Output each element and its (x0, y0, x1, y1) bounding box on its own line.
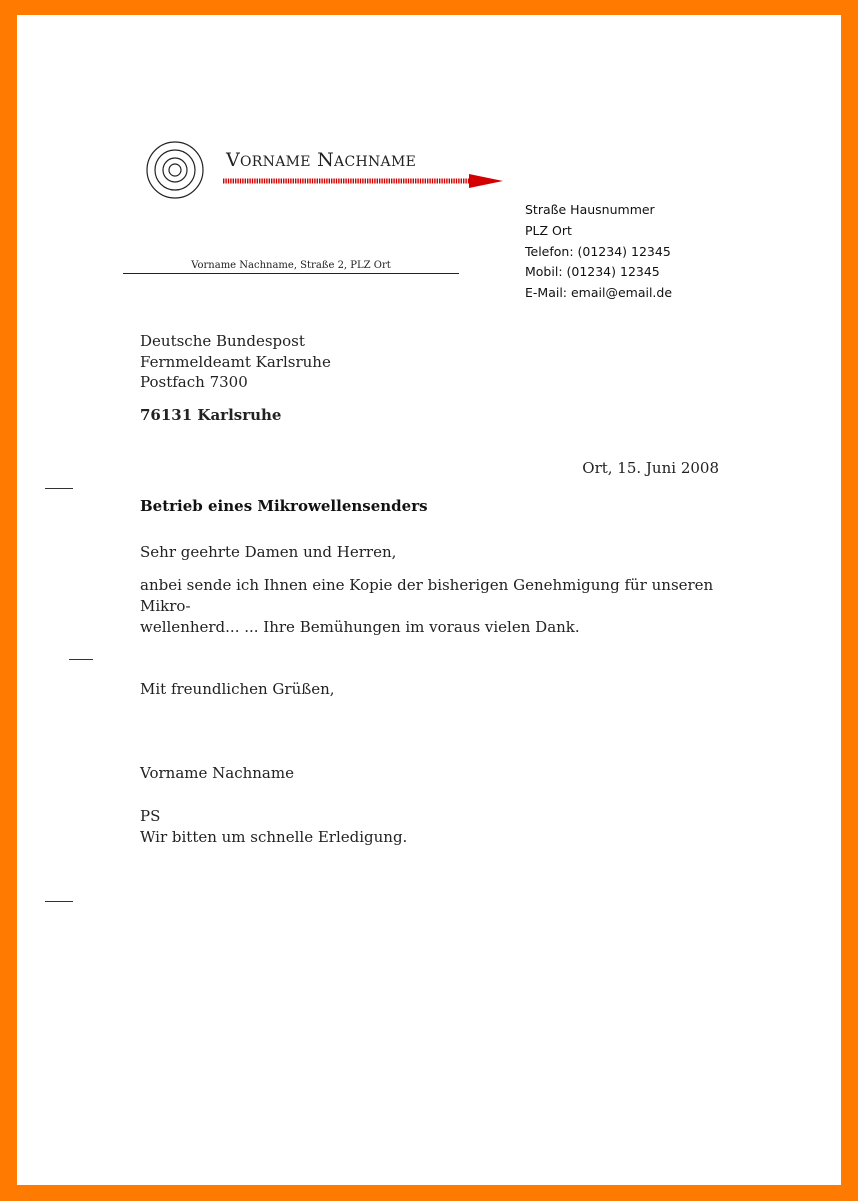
letter-page (17, 15, 841, 1185)
contact-email: E-Mail: email@email.de (525, 285, 673, 301)
recipient-city: 76131 Karlsruhe (140, 405, 282, 424)
ps-label: PS (140, 807, 161, 825)
contact-street: Straße Hausnummer (525, 202, 655, 217)
body-paragraph (140, 575, 720, 638)
signature-name: Vorname Nachname (140, 764, 294, 782)
sender-first-initial: V (226, 149, 241, 171)
ps-text: Wir bitten um schnelle Erledigung. (140, 828, 408, 846)
sender-contact-block (525, 200, 672, 304)
contact-mobile: Mobil: (01234) 12345 (525, 264, 660, 280)
target-logo-icon (145, 140, 205, 200)
recipient-line-3: Postfach 7300 (140, 373, 248, 391)
return-address: Vorname Nachname, Straße 2, PLZ Ort (123, 259, 459, 274)
sender-name (226, 149, 416, 171)
body-line-2: wellenherd... ... Ihre Bemühungen im voraus vielen Dank. (140, 618, 580, 636)
recipient-line-2: Fernmeldeamt Karlsruhe (140, 352, 331, 371)
recipient-address (140, 331, 331, 425)
sender-last-rest: ACHNAME (334, 154, 417, 170)
sender-last-initial: N (317, 149, 335, 171)
punch-mark (69, 659, 93, 660)
red-arrow-icon (223, 173, 503, 189)
body-line-1: anbei sende ich Ihnen eine Kopie der bisherigen Genehmigung für unseren Mikro- (140, 576, 714, 615)
salutation: Sehr geehrte Damen und Herren, (140, 543, 397, 561)
closing: Mit freundlichen Grüßen, (140, 680, 335, 698)
fold-mark-top (45, 488, 73, 489)
sender-first-rest: ORNAME (240, 154, 311, 170)
contact-city: PLZ Ort (525, 222, 572, 238)
contact-phone: Telefon: (01234) 12345 (525, 243, 671, 259)
postscript (140, 806, 720, 848)
recipient-line-1: Deutsche Bundespost (140, 332, 305, 350)
fold-mark-bottom (45, 901, 73, 902)
letter-subject: Betrieb eines Mikrowellensenders (140, 497, 428, 515)
letter-date: Ort, 15. Juni 2008 (582, 459, 719, 477)
